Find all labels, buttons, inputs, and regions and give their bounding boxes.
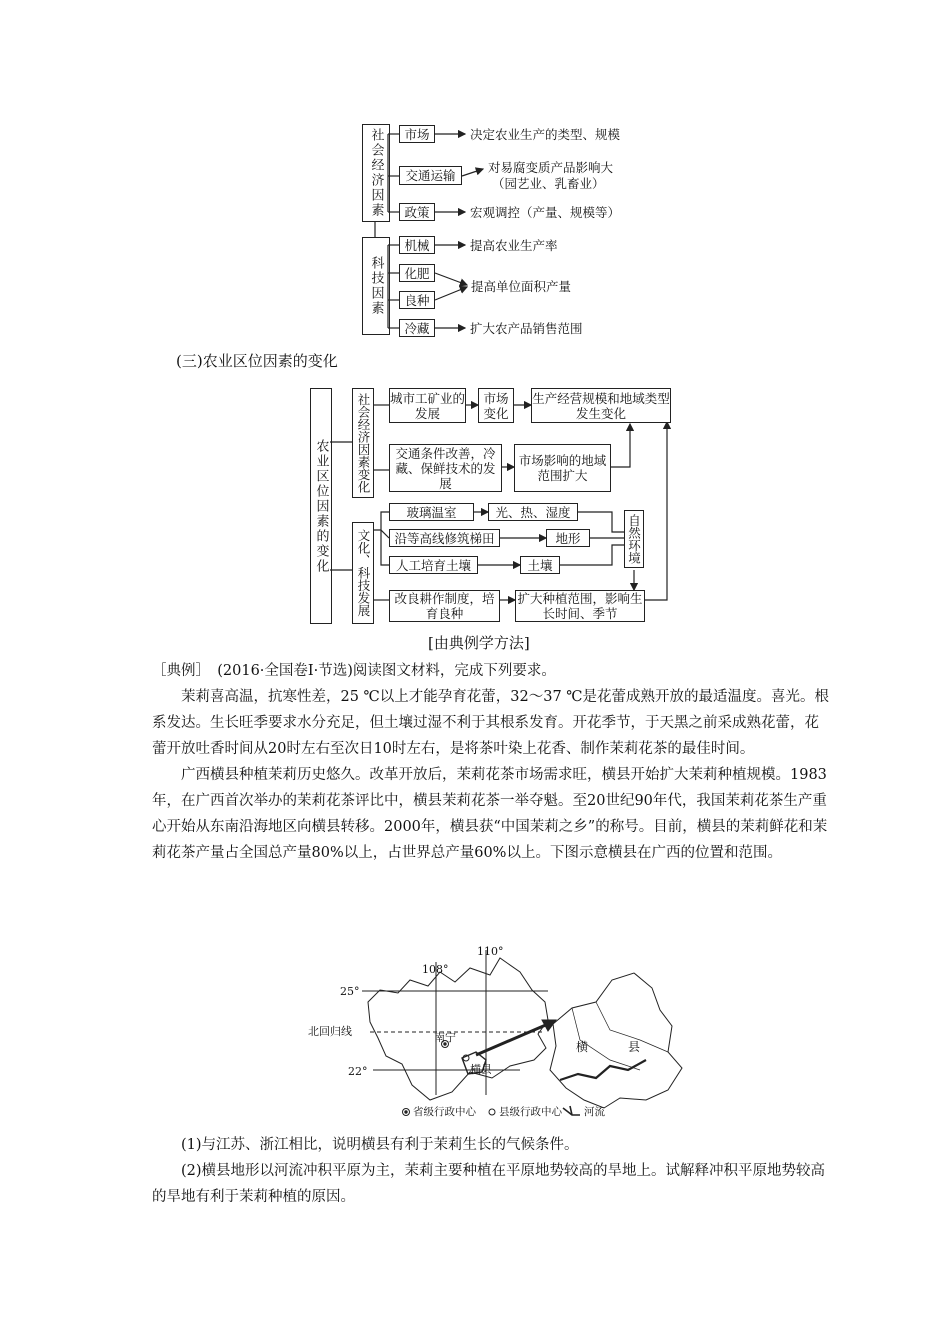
item-seeds: 良种	[399, 291, 435, 309]
item-fertilizer: 化肥	[399, 264, 435, 282]
note-transport-sub: （园艺业、乳畜业）	[492, 176, 605, 191]
item-policy: 政策	[399, 203, 435, 221]
hengxian-label: 横县	[470, 1063, 492, 1076]
group-social-economic-change: 社会经济因素变化	[352, 388, 374, 498]
paragraph-hengxian: 广西横县种植茉莉历史悠久。改革开放后，茉莉花茶市场需求旺，横县开始扩大茉莉种植规模。1983年，在广西首次举办的茉莉花茶评比中，横县茉莉花茶一举夺魁。至20世纪90年代，我国茉莉花茶生产重心开始从东南沿海地区向横县转移。2000年，横县获“中国茉莉之乡”的称号。目前，横县的茉莉鲜花和茉莉花茶产量占全国总产量80%以上，占世界总产量60%以上。下图示意横县在广西的位置和范围。	[152, 767, 828, 861]
box-market-change: 市场变化	[478, 388, 514, 423]
item-refrigeration: 冷藏	[399, 319, 435, 337]
box-soil: 土壤	[520, 556, 560, 574]
note-yield: 提高单位面积产量	[471, 279, 572, 294]
box-expand-range: 扩大种植范围，影响生长时间、季节	[515, 590, 645, 622]
box-city-industry: 城市工矿业的发展	[389, 388, 466, 423]
section-heading: (三)农业区位因素的变化	[176, 352, 338, 370]
item-machinery: 机械	[399, 236, 435, 254]
item-transport: 交通运输	[399, 166, 462, 185]
note-policy: 宏观调控（产量、规模等）	[470, 205, 621, 220]
nanning-label: 南宁	[434, 1031, 456, 1044]
box-reform-farming: 改良耕作制度，培育良种	[389, 590, 500, 622]
question-2: (2)横县地形以河流冲积平原为主，茉莉主要种植在平原地势较高的旱地上。试解释冲积平原地势较高的旱地有利于茉莉种植的原因。	[152, 1163, 826, 1205]
paragraph-climate: 茉莉喜高温，抗寒性差，25 ℃以上才能孕育花蕾，32～37 ℃是花蕾成熟开放的最适温度。喜光。根系发达。生长旺季要求水分充足，但土壤过湿不利于其根系发育。开花季节，于天黑之前采成熟花蕾，花蕾开放吐香时间从20时左右至次日10时左右，是将茶叶染上花香、制作茉莉花茶的最佳时间。	[152, 689, 830, 757]
lat-25-label: 25°	[340, 985, 360, 998]
box-terrace: 沿等高线修筑梯田	[389, 529, 500, 547]
legend-province: 省级行政中心	[413, 1106, 476, 1118]
legend-county: 县级行政中心	[499, 1106, 562, 1118]
box-transport-improve: 交通条件改善，冷藏、保鲜技术的发展	[389, 444, 502, 492]
question-1: (1)与江苏、浙江相比，说明横县有利于茉莉生长的气候条件。	[181, 1137, 579, 1153]
note-transport: 对易腐变质产品影响大	[488, 160, 614, 175]
note-machinery: 提高农业生产率	[470, 238, 558, 253]
note-market: 决定农业生产的类型、规模	[470, 127, 621, 142]
item-market: 市场	[399, 125, 435, 143]
box-light-heat: 光、热、湿度	[488, 503, 578, 521]
box-artificial-soil: 人工培育土壤	[389, 556, 478, 574]
note-refrigeration: 扩大农产品销售范围	[470, 321, 583, 336]
example-intro: ［典例］ (2016·全国卷Ⅰ·节选)阅读图文材料，完成下列要求。	[152, 663, 556, 679]
group-technology: 科技因素	[362, 237, 390, 335]
group-culture-tech: 文化、科技发展	[352, 522, 374, 624]
box-scale-change: 生产经营规模和地域类型发生变化	[531, 388, 671, 423]
root-agri-location-change: 农业区位因素的变化	[310, 388, 332, 624]
box-terrain: 地形	[546, 529, 590, 547]
method-heading: [由典例学方法]	[428, 634, 530, 652]
box-glass-greenhouse: 玻璃温室	[389, 503, 474, 521]
box-market-range: 市场影响的地域范围扩大	[514, 444, 611, 492]
tropic-label: 北回归线	[308, 1025, 352, 1038]
box-natural-environment: 自然环境	[624, 510, 644, 568]
questions	[152, 1132, 832, 1210]
lon-110-label: 110°	[477, 945, 504, 958]
lat-22-label: 22°	[348, 1065, 368, 1078]
lon-108-label: 108°	[422, 963, 449, 976]
xian-label: 县	[628, 1040, 641, 1054]
legend-river: 河流	[584, 1106, 605, 1118]
heng-label: 横	[576, 1040, 589, 1054]
group-social-economic: 社会经济因素	[362, 124, 390, 222]
